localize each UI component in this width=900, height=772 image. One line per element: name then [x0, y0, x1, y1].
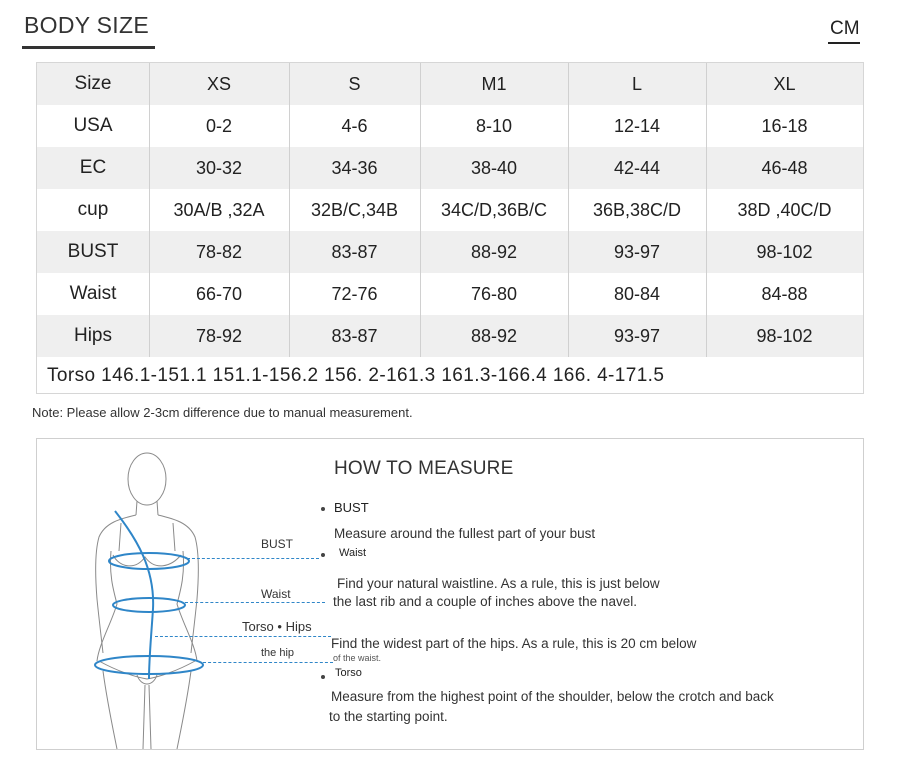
size-cell: 12-14 — [613, 115, 661, 136]
size-cell: 84-88 — [761, 283, 808, 304]
waist-description-line-1: Find your natural waistline. As a rule, this is just below — [337, 576, 660, 591]
size-cell: 66-70 — [195, 283, 243, 304]
size-row-ec — [37, 147, 863, 189]
figure-torso-right — [177, 551, 197, 661]
bust-description: Measure around the fullest part of your bust — [334, 526, 596, 541]
size-row-bust — [37, 231, 863, 273]
how-to-measure-title: HOW TO MEASURE — [334, 458, 514, 479]
row-label: Hips — [73, 325, 112, 346]
size-cell: 38-40 — [470, 157, 518, 178]
header-size-5: XL — [773, 73, 796, 94]
torso-guide-line — [155, 636, 331, 637]
size-row-usa — [37, 105, 863, 147]
size-cell: 98-102 — [756, 241, 813, 262]
size-cell: 78-82 — [195, 241, 243, 262]
size-cell: 4-6 — [341, 115, 368, 136]
size-row-hips — [37, 315, 863, 357]
waist-guide-line — [185, 602, 325, 603]
body-figure — [37, 439, 337, 749]
bust-heading: BUST — [334, 500, 369, 515]
size-cell: 76-80 — [470, 283, 518, 304]
size-cell: 8-10 — [475, 115, 513, 136]
figure-label-waist: Waist — [261, 587, 291, 601]
size-cell: 88-92 — [470, 241, 518, 262]
column-divider — [706, 63, 707, 357]
size-cell: 93-97 — [613, 325, 661, 346]
column-divider — [420, 63, 421, 357]
hips-description: Find the widest part of the hips. As a rule, this is 20 cm below — [331, 636, 697, 651]
bullet-waist — [321, 553, 325, 557]
size-cell: 42-44 — [613, 157, 661, 178]
hip-guide-line — [203, 662, 333, 663]
page-title: BODY SIZE — [24, 12, 149, 38]
hips-description-small: of the waist. — [333, 653, 382, 663]
figure-label-torso-hips: Torso • Hips — [242, 619, 312, 634]
torso-measure-line — [115, 511, 153, 679]
torso-description-line-1: Measure from the highest point of the shoulder, below the crotch and back — [331, 689, 774, 704]
size-row-header — [37, 63, 863, 105]
column-divider — [149, 63, 150, 357]
size-cell: 34-36 — [331, 157, 378, 178]
size-cell: 88-92 — [470, 325, 518, 346]
figure-legs — [103, 671, 191, 749]
column-divider — [568, 63, 569, 357]
size-cell: 83-87 — [331, 241, 378, 262]
waist-description-line-2: the last rib and a couple of inches above the navel. — [333, 594, 637, 609]
unit-underline — [828, 42, 860, 44]
size-cell: 72-76 — [331, 283, 378, 304]
size-cell: 34C/D,36B/C — [440, 199, 548, 220]
figure-label-hip: the hip — [261, 647, 295, 659]
size-row-cup — [37, 189, 863, 231]
row-label: Waist — [69, 283, 117, 304]
size-cell: 30A/B ,32A — [173, 199, 265, 220]
size-cell: 78-92 — [195, 325, 243, 346]
how-to-measure-panel — [36, 438, 864, 750]
torso-heading: Torso — [335, 667, 362, 679]
header-size-3: M1 — [481, 73, 507, 94]
row-label: cup — [77, 199, 109, 220]
size-cell: 36B,38C/D — [592, 199, 682, 220]
figure-left-side — [96, 515, 136, 653]
waist-heading: Waist — [339, 547, 367, 559]
size-cell: 93-97 — [613, 241, 661, 262]
figure-head — [128, 453, 166, 505]
row-label: EC — [79, 157, 107, 178]
size-cell: 98-102 — [756, 325, 813, 346]
waist-measure-ring — [113, 598, 185, 612]
header-size-4: L — [631, 73, 642, 94]
size-cell: 0-2 — [205, 115, 232, 136]
header-size-1: XS — [206, 73, 231, 94]
size-cell: 38D ,40C/D — [737, 199, 832, 220]
header-size-label: Size — [74, 73, 112, 94]
row-label: BUST — [67, 241, 119, 262]
size-cell: 16-18 — [761, 115, 808, 136]
measurement-note: Note: Please allow 2-3cm difference due to manual measurement. — [32, 405, 413, 420]
bullet-bust — [321, 507, 325, 511]
unit-label: CM — [830, 18, 860, 39]
figure-right-side — [158, 515, 198, 653]
size-cell: 32B/C,34B — [310, 199, 399, 220]
figure-label-bust: BUST — [261, 537, 294, 551]
size-table — [36, 62, 864, 394]
header-size-2: S — [348, 73, 361, 94]
size-row-waist — [37, 273, 863, 315]
row-label: USA — [73, 115, 113, 136]
bullet-torso — [321, 675, 325, 679]
size-cell: 30-32 — [195, 157, 243, 178]
column-divider — [289, 63, 290, 357]
size-cell: 80-84 — [613, 283, 661, 304]
size-cell: 46-48 — [761, 157, 808, 178]
size-cell: 83-87 — [331, 325, 378, 346]
bust-guide-line — [187, 558, 319, 559]
torso-row: Torso 146.1-151.1 151.1-156.2 156. 2-161.3 161.3-166.4 166. 4-171.5 — [47, 365, 665, 386]
title-underline — [22, 46, 155, 49]
torso-description-line-2: to the starting point. — [329, 709, 448, 724]
